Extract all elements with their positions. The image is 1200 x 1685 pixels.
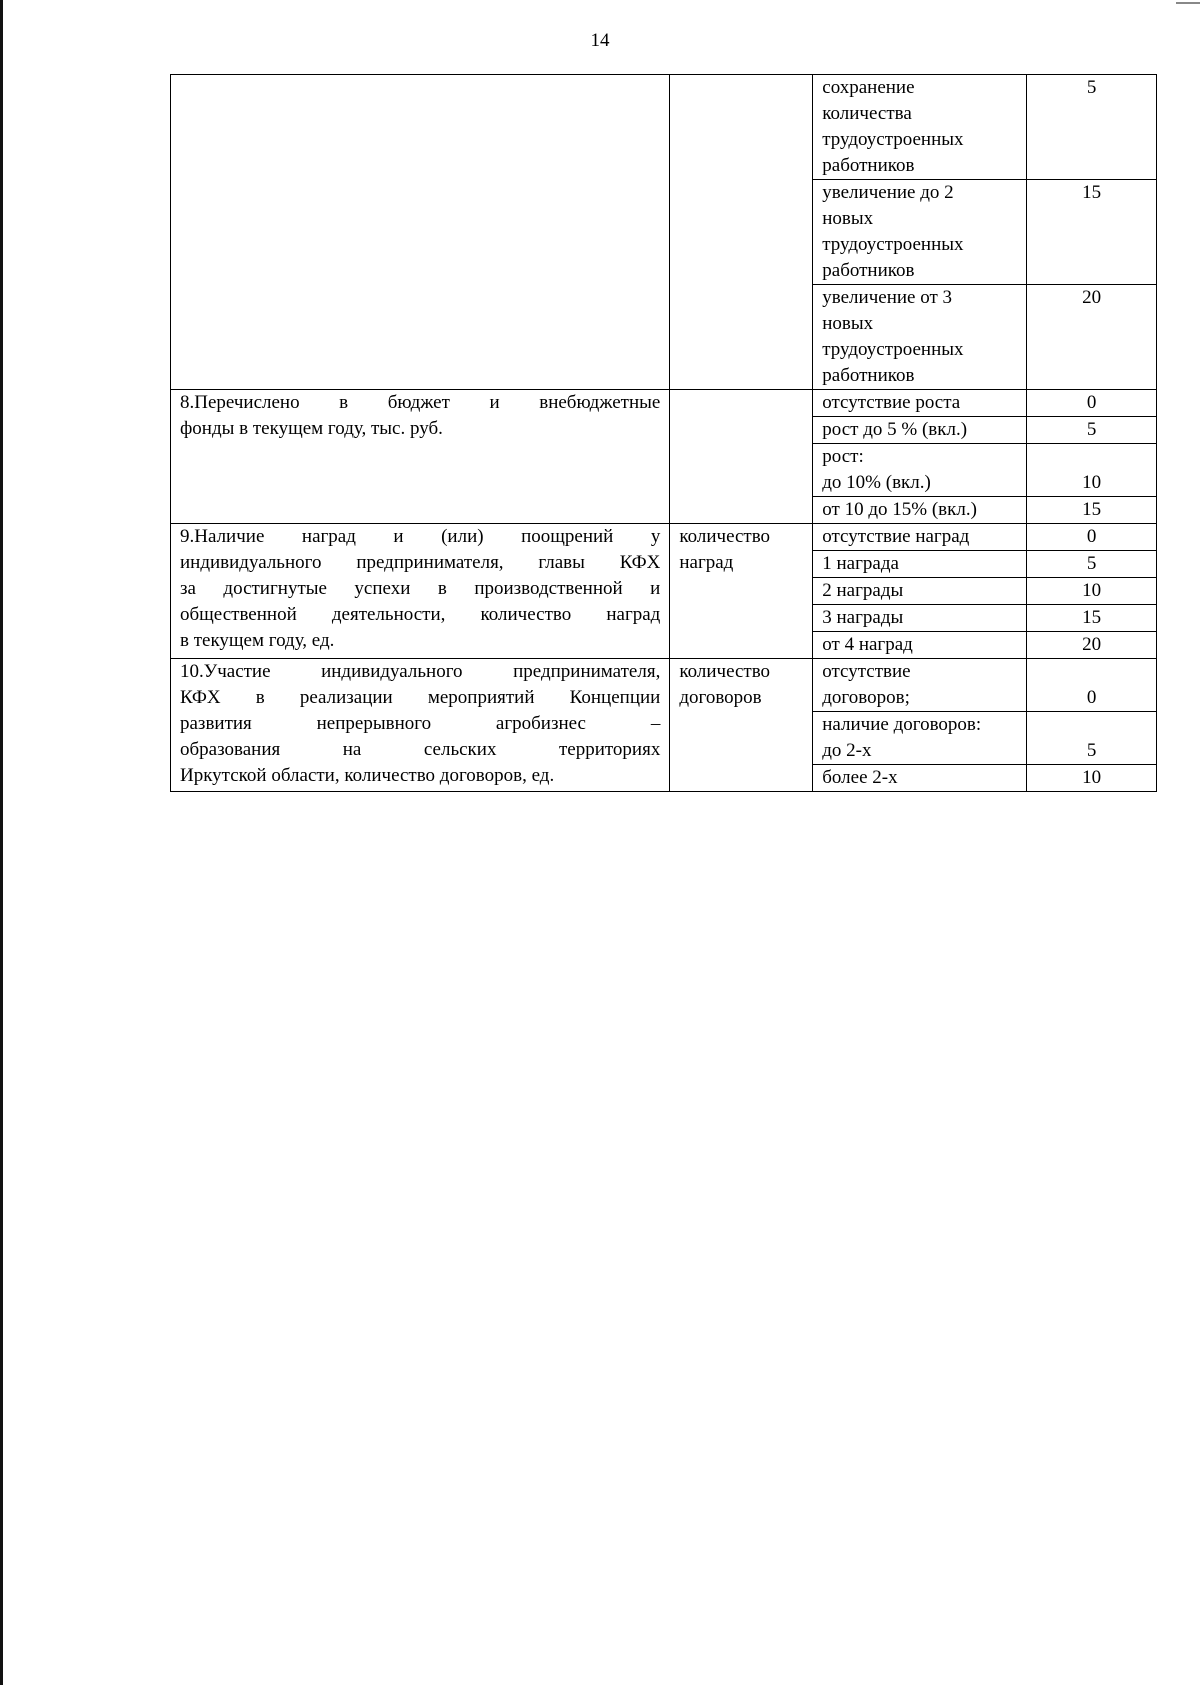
unit-cell: количество наград xyxy=(670,524,813,659)
criterion-cell: 9.Наличие наград и (или) поощрений у индивидуального предпринимателя, главы КФХ за достигнутые успехи в производственной и общественной деятельности, количество наград в текущем году, ед. xyxy=(171,524,670,659)
score-cell: 10 xyxy=(1027,578,1157,605)
table-row xyxy=(171,75,1157,180)
score-cell: 20 xyxy=(1027,285,1157,390)
option-cell: отсутствие роста xyxy=(813,390,1027,417)
option-cell: 2 награды xyxy=(813,578,1027,605)
table-row xyxy=(171,659,1157,712)
criterion-cell: 10.Участие индивидуального предпринимателя, КФХ в реализации мероприятий Концепции развития непрерывного агробизнес – образования на сельских территориях Иркутской области, количество договоров, ед. xyxy=(171,659,670,792)
option-cell: более 2-х xyxy=(813,765,1027,792)
option-cell: от 10 до 15% (вкл.) xyxy=(813,497,1027,524)
score-cell: 15 xyxy=(1027,605,1157,632)
page-number: 14 xyxy=(590,30,610,51)
score-cell: 0 xyxy=(1027,659,1157,712)
option-cell: наличие договоров: до 2-х xyxy=(813,712,1027,765)
option-cell: от 4 наград xyxy=(813,632,1027,659)
scan-left-edge xyxy=(0,0,3,1685)
option-cell: сохранение количества трудоустроенных работников xyxy=(813,75,1027,180)
scan-corner-mark xyxy=(1176,2,1200,4)
unit-cell-empty xyxy=(670,75,813,390)
score-cell: 0 xyxy=(1027,524,1157,551)
criterion-cell-empty xyxy=(171,75,670,390)
table-row xyxy=(171,524,1157,551)
score-cell: 10 xyxy=(1027,444,1157,497)
option-cell: увеличение от 3 новых трудоустроенных работников xyxy=(813,285,1027,390)
score-cell: 20 xyxy=(1027,632,1157,659)
score-cell: 15 xyxy=(1027,497,1157,524)
score-cell: 0 xyxy=(1027,390,1157,417)
option-cell: увеличение до 2 новых трудоустроенных работников xyxy=(813,180,1027,285)
score-cell: 5 xyxy=(1027,551,1157,578)
option-cell: рост: до 10% (вкл.) xyxy=(813,444,1027,497)
score-cell: 5 xyxy=(1027,417,1157,444)
score-cell: 5 xyxy=(1027,75,1157,180)
option-cell: отсутствие договоров; xyxy=(813,659,1027,712)
score-cell: 15 xyxy=(1027,180,1157,285)
option-cell: 3 награды xyxy=(813,605,1027,632)
criteria-table xyxy=(170,74,1157,792)
table-row xyxy=(171,390,1157,417)
option-cell: 1 награда xyxy=(813,551,1027,578)
score-cell: 5 xyxy=(1027,712,1157,765)
option-cell: отсутствие наград xyxy=(813,524,1027,551)
unit-cell xyxy=(670,390,813,524)
option-cell: рост до 5 % (вкл.) xyxy=(813,417,1027,444)
criterion-cell: 8.Перечислено в бюджет и внебюджетные фонды в текущем году, тыс. руб. xyxy=(171,390,670,524)
unit-cell: количество договоров xyxy=(670,659,813,792)
score-cell: 10 xyxy=(1027,765,1157,792)
